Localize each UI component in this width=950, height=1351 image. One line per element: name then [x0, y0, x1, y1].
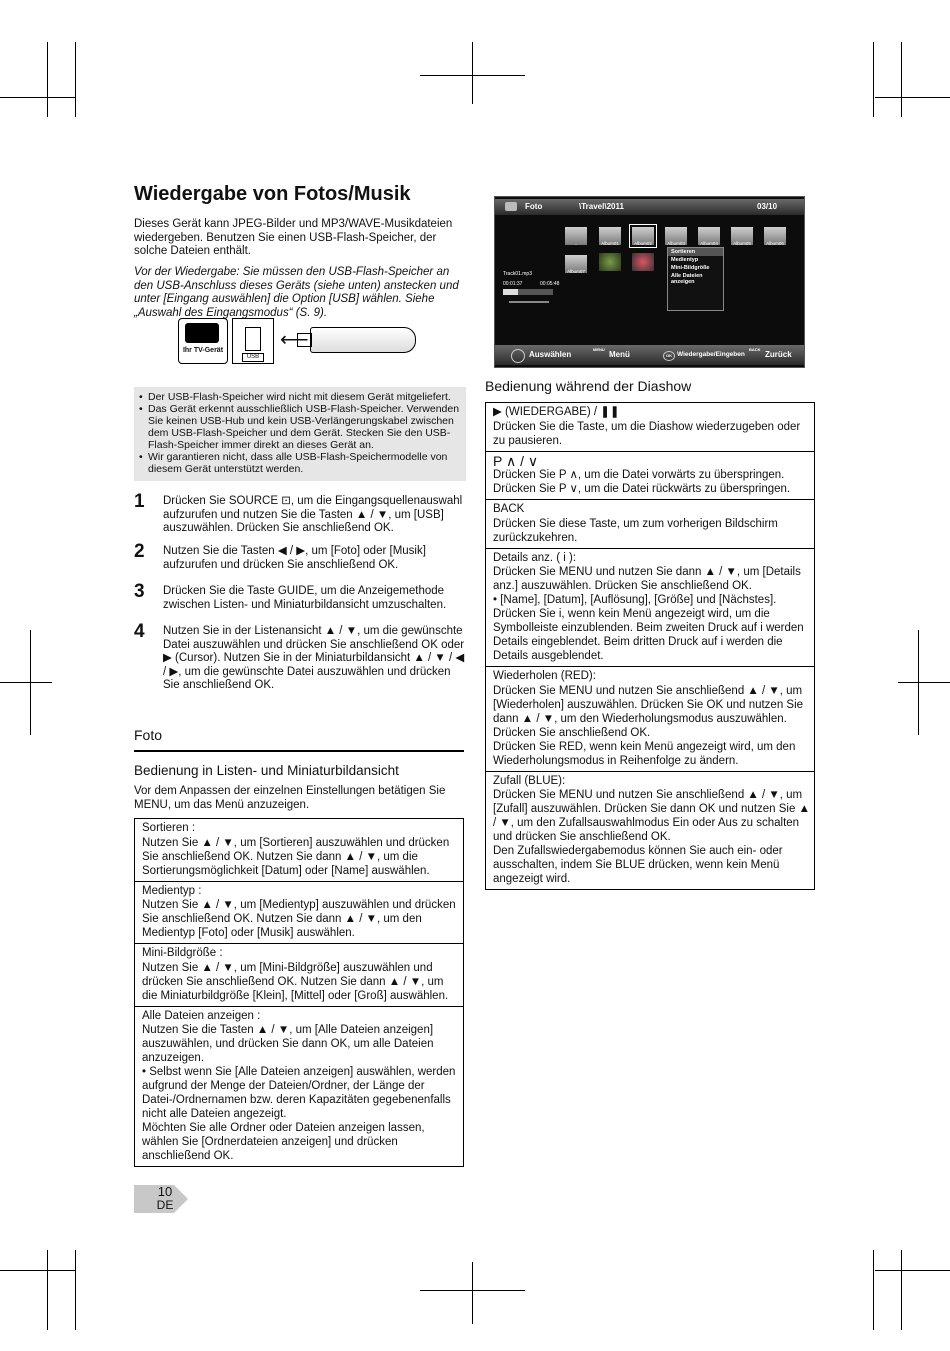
menu-item-mini-bildgroesse[interactable]: Mini-Bildgröße: [671, 265, 710, 271]
crop-mark: [75, 1250, 76, 1330]
menu-key-icon: MENU: [593, 347, 605, 352]
usb-connection-diagram: [178, 316, 418, 366]
step-text: Nutzen Sie in der Listenansicht ▲ / ▼, um die gewünschte Datei auszuwählen und drücken Sie anschließend OK oder ▶ (Cursor). Nutzen Sie in der Miniaturbildansicht ▲ / ▼ / ◀ / ▶, um die gewünschte Datei auszuwählen und drücken Sie anschließend OK.: [163, 625, 465, 691]
camera-icon: [505, 202, 517, 211]
row-body: Drücken Sie diese Taste, um zum vorherigen Bildschirm zurückzukehren.: [493, 517, 778, 544]
table-row: [486, 452, 814, 501]
crop-mark: [901, 1250, 902, 1330]
row-body: Nutzen Sie die Tasten ▲ / ▼, um [Alle Dateien anzeigen] auszuwählen, und drücken Sie dann OK, um alle Dateien anzuzeigen. • Selbst wenn Sie [Alle Dateien anzeigen] auswählen, werden aufgrund der Menge der Dateien/Ordner, der Länge der Datei-/Ordnernamen bzw. deren Kapazitäten gegebenenfalls nicht alle Dateien angezeigt. Möchten Sie alle Ordner oder Dateien anzeigen lassen, wählen Sie [Ordnerdateien anzeigen] und drücken anschließend OK.: [142, 1024, 456, 1162]
notes-box: [134, 387, 466, 481]
step-text: Nutzen Sie die Tasten ◀ / ▶, um [Foto] oder [Musik] aufzurufen und drücken Sie anschließend OK.: [163, 545, 426, 571]
thumbnail-selected[interactable]: Album02: [632, 227, 654, 245]
thumbnail[interactable]: Album01: [599, 227, 621, 245]
tv-top-bar: [495, 199, 804, 215]
crop-mark: [0, 1270, 75, 1271]
thumbnail[interactable]: Album04: [698, 227, 720, 245]
hint-menue: Menü: [609, 350, 630, 359]
step-text: Drücken Sie die Taste GUIDE, um die Anzeigemethode zwischen Listen- und Miniaturbildansicht umzuschalten.: [163, 585, 447, 611]
tv-screen-mockup: [494, 196, 805, 368]
track-time-end: 00:05:48: [540, 281, 560, 287]
row-body: Nutzen Sie ▲ / ▼, um [Mini-Bildgröße] auszuwählen und drücken Sie anschließend OK. Nutzen Sie dann ▲ / ▼, um die Miniaturbildgröße [Klein], [Mittel] oder [Groß] auswählen.: [142, 961, 449, 1002]
track-time-start: 00:01:37: [503, 281, 523, 287]
list-intro: Vor dem Anpassen der einzelnen Einstellungen betätigen Sie MENU, um das Menü anzuzeigen.: [134, 785, 446, 811]
note-paragraph: Vor der Wiedergabe: Sie müssen den USB-Flash-Speicher an den USB-Anschluss dieses Geräts (siehe unten) anstecken und unter [Eingang auswählen] die Option [USB] wählen. Siehe „Auswahl des Eingangsmodus“ (S. 9).: [134, 266, 459, 319]
progress-bar[interactable]: [503, 289, 553, 295]
menu-item-alle-dateien[interactable]: Alle Dateien anzeigen: [671, 273, 703, 285]
table-row: [486, 549, 814, 668]
thumbnail[interactable]: Album05: [731, 227, 753, 245]
table-row: [135, 1007, 463, 1167]
slideshow-heading: Bedienung während der Diashow: [485, 378, 692, 394]
crop-mark: [0, 97, 75, 98]
step-number: 2: [134, 541, 145, 562]
table-row: [486, 403, 814, 452]
slideshow-controls-table: [485, 402, 815, 890]
crop-mark: [472, 42, 473, 104]
row-heading: Sortieren :: [142, 822, 196, 834]
step-number: 3: [134, 581, 145, 602]
step-3: [134, 581, 466, 612]
row-heading: Details anz. ( i ):: [493, 551, 577, 564]
row-heading: Medientyp :: [142, 884, 202, 897]
crop-mark: [75, 42, 76, 117]
row-body: Drücken Sie MENU und nutzen Sie dann ▲ / ▼, um [Details anz.] auszuwählen. Drücken Sie anschließend OK. • [Name], [Datum], [Auflösung], [Größe] und [Nächstes]. Drücken Sie i, wenn kein Menü angezeigt wird, um die Symbolleiste einzublenden. Beim zweiten Druck auf i werden Details eingeblendet. Beim dritten Druck auf i werden die Details ausgeblendet.: [493, 566, 804, 662]
photo-thumbnail[interactable]: [632, 253, 654, 271]
note-item: • Der USB-Flash-Speicher wird nicht mit diesem Gerät mitgeliefert.: [148, 391, 462, 403]
page-number: 10: [157, 1184, 173, 1199]
step-number: 4: [134, 621, 145, 642]
table-row: [486, 667, 814, 772]
intro-paragraph: Dieses Gerät kann JPEG-Bilder und MP3/WAVE-Musikdateien wiedergeben. Benutzen Sie einen USB-Flash-Speicher, der solche Dateien enthält.: [134, 218, 453, 257]
menu-item-medientyp[interactable]: Medientyp: [671, 257, 699, 263]
row-body: Nutzen Sie ▲ / ▼, um [Sortieren] auszuwählen und drücken Sie anschließend OK. Nutzen Sie dann ▲ / ▼, um die Sortierungsmöglichkeit [Datum] oder [Name] auswählen.: [142, 836, 450, 877]
hint-zurueck: Zurück: [765, 350, 792, 359]
row-body: Nutzen Sie ▲ / ▼, um [Medientyp] auszuwählen und drücken Sie anschließend OK. Nutzen Sie dann ▲ / ▼, um den Medientyp [Foto] oder [Musik] auswählen.: [142, 899, 456, 939]
step-1: [134, 491, 466, 536]
crop-mark: [898, 682, 950, 683]
thumbnail[interactable]: Album07: [565, 255, 587, 273]
row-body: Drücken Sie P ∧, um die Datei vorwärts zu überspringen. Drücken Sie P ∨, um die Datei rückwärts zu überspringen.: [493, 469, 791, 495]
crop-mark: [873, 42, 874, 117]
row-body: Drücken Sie MENU und nutzen Sie anschließend ▲ / ▼, um [Zufall] auszuwählen. Drücken Sie dann OK und nutzen Sie ▲ / ▼, um den Zufallsauswahlmodus Ein oder Aus zu schalten und drücken Sie anschließend OK. Den Zufallswiedergabemodus können Sie auch ein- oder ausschalten, indem Sie BLUE drücken, wenn kein Menü angezeigt wird.: [493, 789, 810, 885]
tv-page-counter: 03/10: [757, 202, 778, 211]
step-number: 1: [134, 491, 145, 512]
tv-bottom-bar: [495, 345, 804, 365]
page-title: Wiedergabe von Fotos/Musik: [134, 183, 411, 205]
volume-bar[interactable]: [509, 301, 549, 303]
arrow-left-icon: ⟵: [280, 329, 309, 351]
usb-stick-icon: [310, 327, 416, 353]
step-text: Drücken Sie SOURCE ⊡, um die Eingangsquellenauswahl aufzurufen und nutzen Sie die Tasten ▲ / ▼, um [USB] auszuwählen. Drücken Sie anschließend OK.: [163, 495, 463, 534]
table-row: [135, 819, 463, 882]
tv-source-label: Foto: [525, 202, 543, 211]
row-heading: Wiederholen (RED):: [493, 670, 596, 682]
table-row: [135, 944, 463, 1007]
section-rule: [134, 750, 464, 752]
row-heading: ▶ (WIEDERGABE) / ❚❚: [493, 406, 620, 418]
section-label-foto: Foto: [134, 727, 163, 743]
tv-popup-menu: [667, 247, 724, 311]
music-track-name: Track01.mp3: [503, 271, 532, 277]
crop-mark: [0, 682, 52, 683]
table-row: [135, 882, 463, 945]
thumbnail[interactable]: ..: [565, 227, 587, 245]
ok-key-icon: OK: [663, 351, 675, 361]
tv-path: \Travel\2011: [579, 202, 624, 211]
crop-mark: [30, 630, 31, 735]
thumbnail[interactable]: Album03: [665, 227, 687, 245]
list-settings-table: [134, 818, 464, 1167]
menu-item-sortieren[interactable]: Sortieren: [668, 248, 723, 256]
tv-label: Ihr TV-Gerät: [182, 347, 224, 354]
row-body: Drücken Sie die Taste, um die Diashow wiederzugeben oder zu pausieren.: [493, 420, 801, 447]
usb-label: USB: [242, 353, 264, 362]
row-heading: P ∧ / ∨: [493, 452, 539, 469]
crop-mark: [918, 630, 919, 735]
hint-auswaehlen: Auswählen: [529, 350, 572, 359]
row-body: Drücken Sie MENU und nutzen Sie anschließend ▲ / ▼, um [Wiederholen] auszuwählen. Drücken Sie OK und nutzen Sie dann ▲ / ▼, um den Wiederholungsmodus auszuwählen. Drücken Sie anschließend OK. Drücken Sie RED, wenn kein Menü angezeigt wird, um den Wiederholungsmodus in Reihenfolge zu ändern.: [493, 684, 804, 767]
thumbnail[interactable]: Album06: [764, 227, 786, 245]
usb-port-icon: [232, 318, 274, 364]
crop-mark: [47, 1250, 48, 1330]
page-language: DE: [156, 1198, 174, 1212]
crop-mark: [873, 1250, 874, 1330]
tv-icon: [178, 318, 228, 364]
crop-mark: [875, 97, 950, 98]
crop-mark: [901, 42, 902, 117]
back-key-icon: BACK: [749, 347, 761, 352]
note-item: • Wir garantieren nicht, dass alle USB-Flash-Speichermodelle von diesem Gerät unterstützt werden.: [148, 451, 462, 475]
step-4: [134, 621, 466, 693]
crop-mark: [47, 42, 48, 117]
row-heading: Zufall (BLUE):: [493, 774, 566, 787]
list-heading: Bedienung in Listen- und Miniaturbildansicht: [134, 763, 399, 778]
table-row: [486, 772, 814, 890]
table-row: [486, 500, 814, 549]
hint-wiedergabe: Wiedergabe/Eingeben: [677, 351, 745, 358]
row-heading: Alle Dateien anzeigen :: [142, 1009, 261, 1022]
row-heading: BACK: [493, 503, 525, 515]
crop-mark: [472, 1262, 473, 1324]
row-heading: Mini-Bildgröße :: [142, 947, 223, 959]
nav-cross-icon: [511, 349, 525, 363]
crop-mark: [875, 1270, 950, 1271]
step-2: [134, 541, 466, 572]
photo-thumbnail[interactable]: [599, 253, 621, 271]
note-item: • Das Gerät erkennt ausschließlich USB-Flash-Speicher. Verwenden Sie keinen USB-Hub und kein USB-Verlängerungskabel zwischen dem USB-Flash-Speicher und dem Gerät. Stecken Sie den USB-Flash-Speicher immer direkt an dieses Gerät an.: [148, 403, 462, 451]
